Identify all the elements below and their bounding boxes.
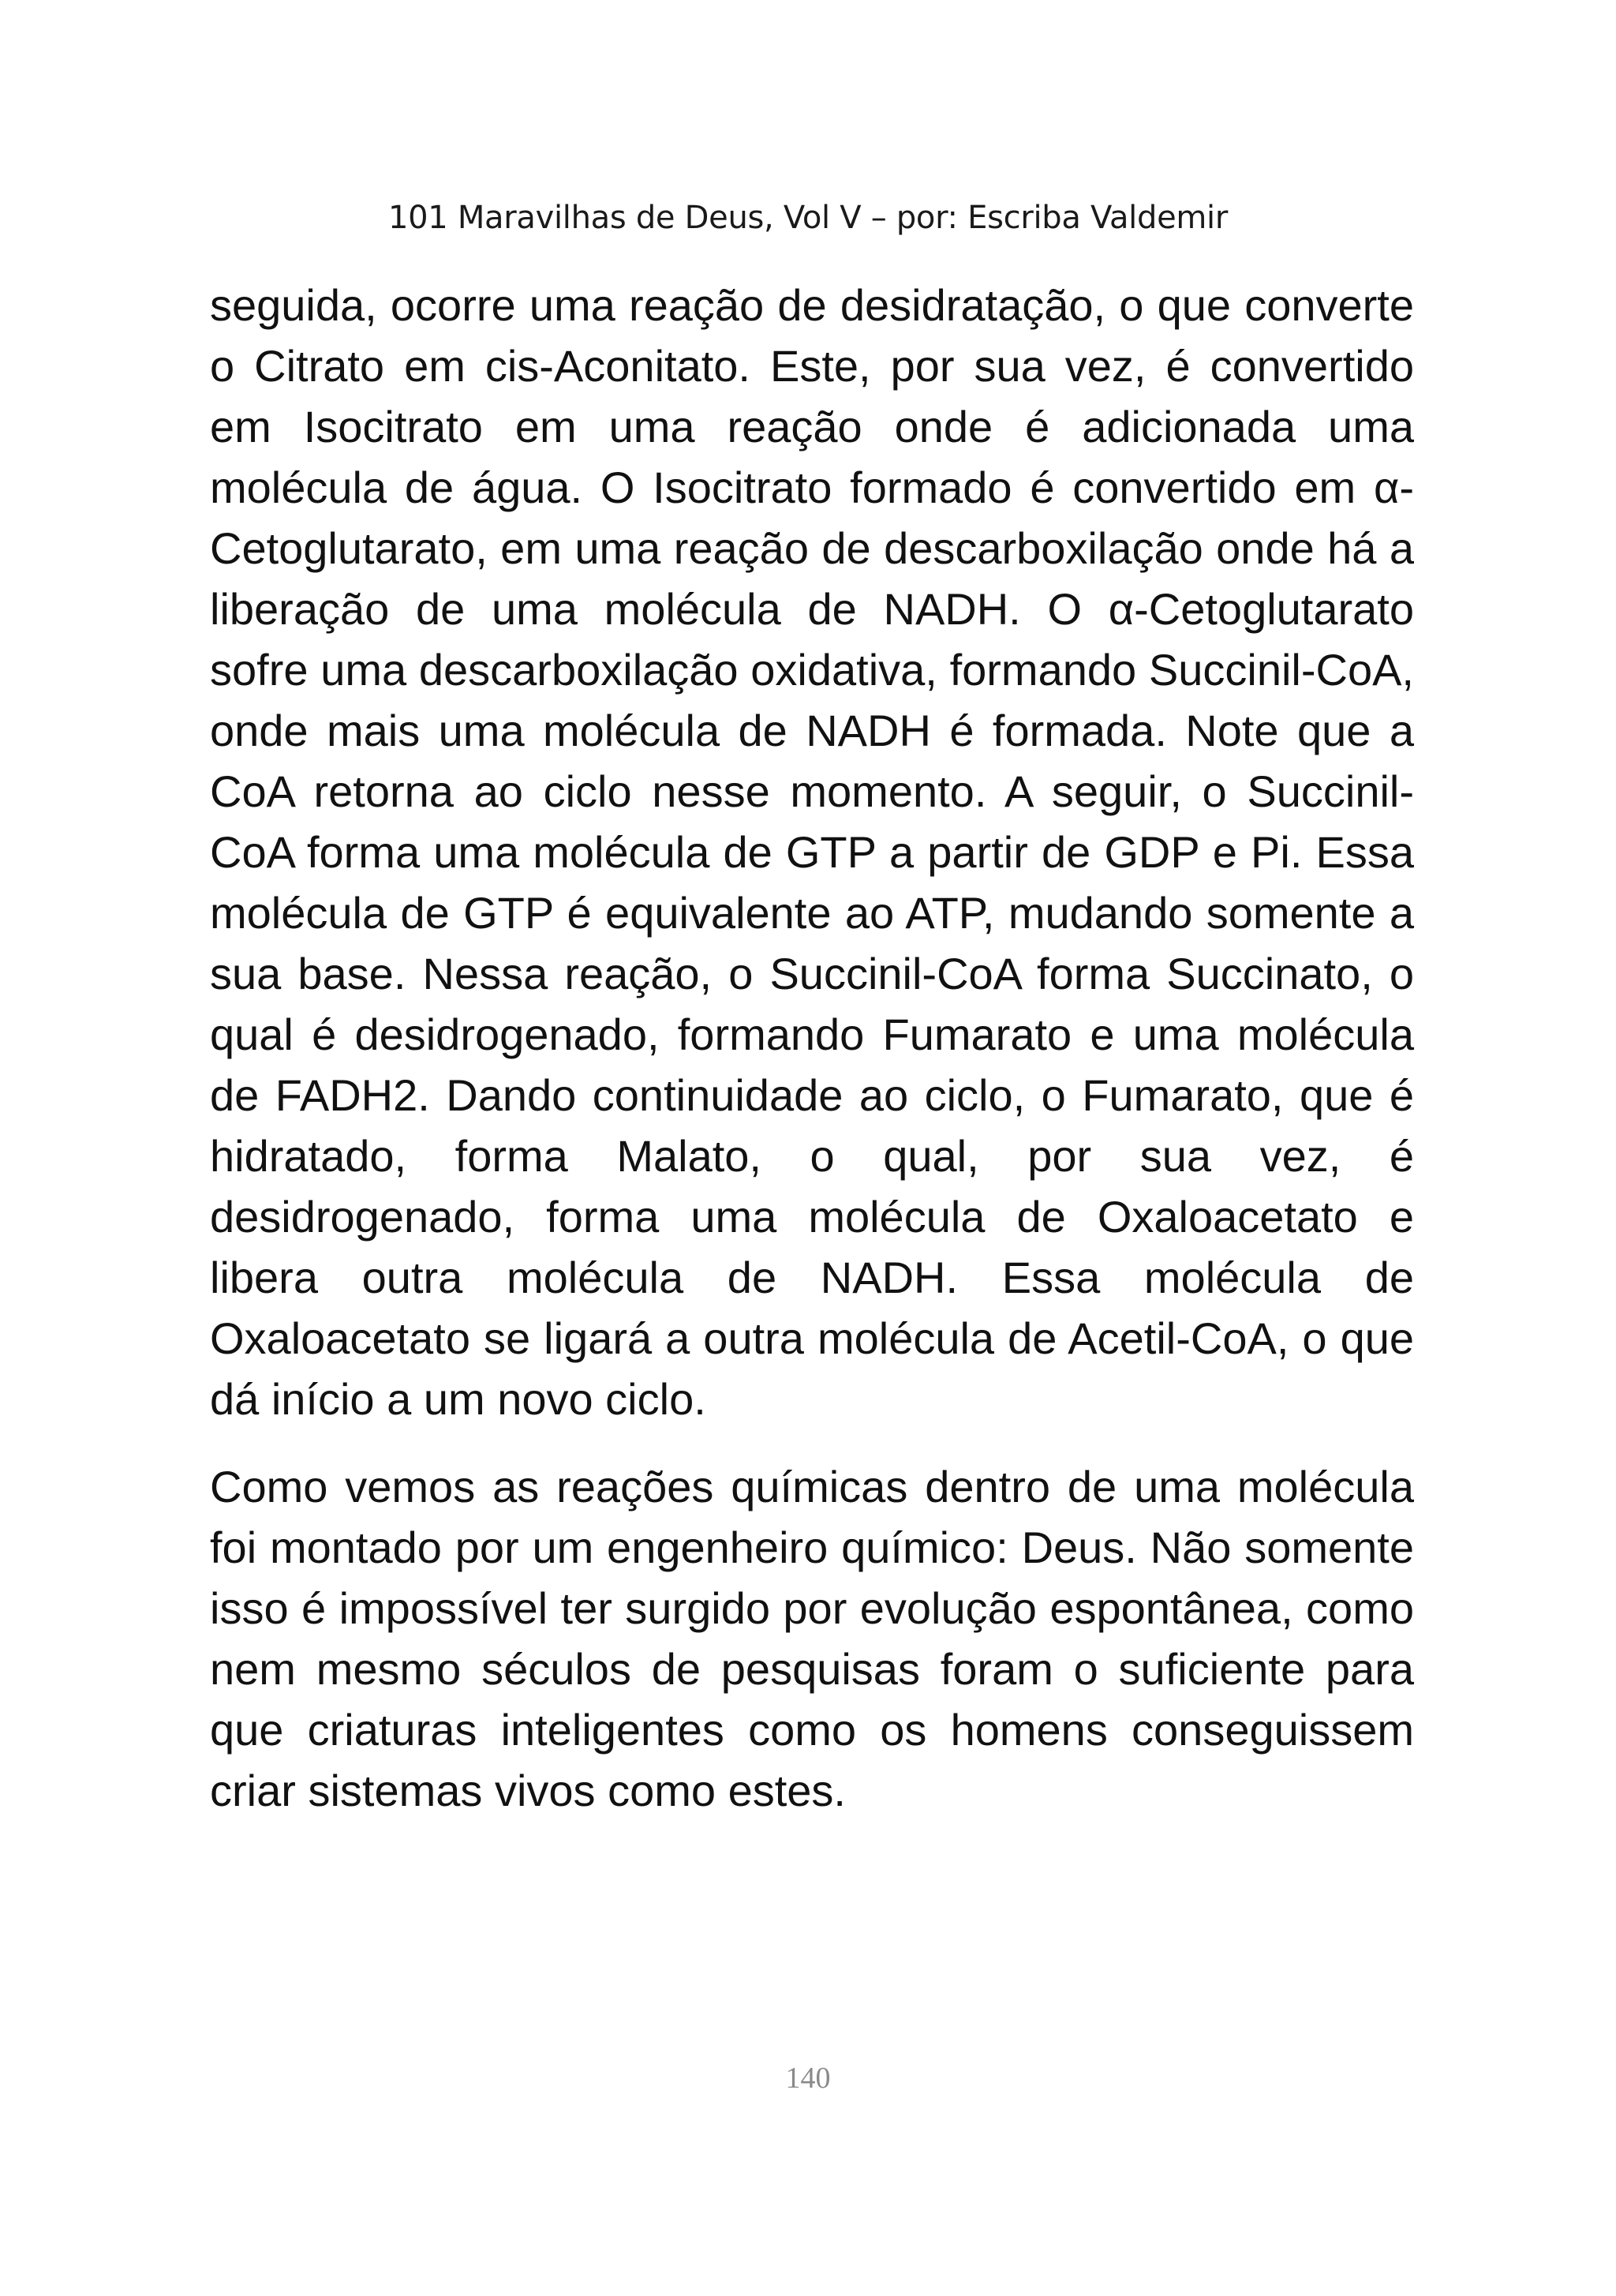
body-text [210,275,1414,1821]
paragraph: seguida, ocorre uma reação de desidratação, o que converte o Citrato em cis-Aconitato. Este, por sua vez, é convertido em Isocitrato em uma reação onde é adicionada uma molécula de água. O Isocitrato formado é convertido em α-Cetoglutarato, em uma reação de descarboxilação onde há a liberação de uma molécula de NADH. O α-Cetoglutarato sofre uma descarboxilação oxidativa, formando Succinil-CoA, onde mais uma molécula de NADH é formada. Note que a CoA retorna ao ciclo nesse momento. A seguir, o Succinil-CoA forma uma molécula de GTP a partir de GDP e Pi. Essa molécula de GTP é equivalente ao ATP, mudando somente a sua base. Nessa reação, o Succinil-CoA forma Succinato, o qual é desidrogenado, formando Fumarato e uma molécula de FADH2. Dando continuidade ao ciclo, o Fumarato, que é hidratado, forma Malato, o qual, por sua vez, é desidrogenado, forma uma molécula de Oxaloacetato e libera outra molécula de NADH. Essa molécula de Oxaloacetato se ligará a outra molécula de Acetil-CoA, o que dá início a um novo ciclo. [210,280,1414,1424]
page-number: 140 [785,2062,831,2095]
paragraph: Como vemos as reações químicas dentro de uma molécula foi montado por um engenheiro químico: Deus. Não somente isso é impossível ter surgido por evolução espontânea, como nem mesmo séculos de pesquisas foram o suficiente para que criaturas inteligentes como os homens conseguissem criar sistemas vivos como estes. [210,1462,1414,1815]
running-header: 101 Maravilhas de Deus, Vol V – por: Escriba Valdemir [387,200,1229,236]
